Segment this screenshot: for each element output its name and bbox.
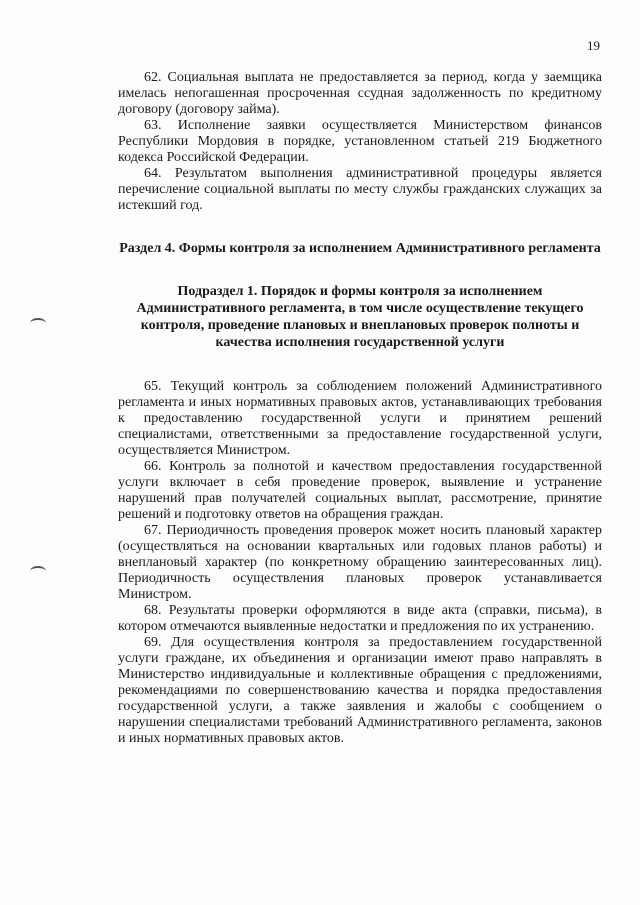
punch-hole-mark	[30, 566, 46, 576]
paragraph-64: 64. Результатом выполнения административной процедуры является перечисление социальной выплаты по месту службы гражданских служащих за истекший год.	[118, 166, 602, 213]
paragraph-65: 65. Текущий контроль за соблюдением положений Административного регламента и иных нормативных правовых актов, устанавливающих требования к предоставлению государственной услуги и принятием решений специалистами, ответственными за предоставление государственной услуги, осуществляется Министром.	[118, 379, 602, 458]
paragraph-62: 62. Социальная выплата не предоставляется за период, когда у заемщика имелась непогашенная просроченная ссудная задолженность по кредитному договору (договору займа).	[118, 70, 602, 117]
punch-hole-mark	[30, 318, 46, 328]
section-heading: Раздел 4. Формы контроля за исполнением Административного регламента	[119, 241, 601, 256]
document-body	[118, 70, 602, 747]
paragraph-63: 63. Исполнение заявки осуществляется Министерством финансов Республики Мордовия в порядке, установленном статьей 219 Бюджетного кодекса Российской Федерации.	[118, 118, 602, 165]
paragraph-66: 66. Контроль за полнотой и качеством предоставления государственной услуги включает в себя проведение проверок, выявление и устранение нарушений прав получателей социальных выплат, рассмотрение, принятие решений и подготовку ответов на обращения граждан.	[118, 459, 602, 522]
paragraph-68: 68. Результаты проверки оформляются в виде акта (справки, письма), в котором отмечаются выявленные недостатки и предложения по их устранению.	[118, 603, 602, 634]
paragraph-69: 69. Для осуществления контроля за предоставлением государственной услуги граждане, их объединения и организации имеют право направлять в Министерство индивидуальные и коллективные обращения с предложениями, рекомендациями по совершенствованию качества и порядка предоставления государственной услуги, а также заявления и жалобы с сообщением о нарушении специалистами требований Административного регламента, законов и иных нормативных правовых актов.	[118, 635, 602, 746]
subsection-heading: Подраздел 1. Порядок и формы контроля за исполнением Административного регламента, в том числе осуществление текущего контроля, проведение плановых и внеплановых проверок полноты и качества исполнения государственной услуги	[136, 284, 584, 350]
page-number: 19	[587, 38, 600, 53]
paragraph-67: 67. Периодичность проведения проверок может носить плановый характер (осуществляться на основании квартальных или годовых планов работы) и внеплановый характер (по конкретному обращению заинтересованных лиц). Периодичность осуществления плановых проверок устанавливается Министром.	[118, 523, 602, 602]
